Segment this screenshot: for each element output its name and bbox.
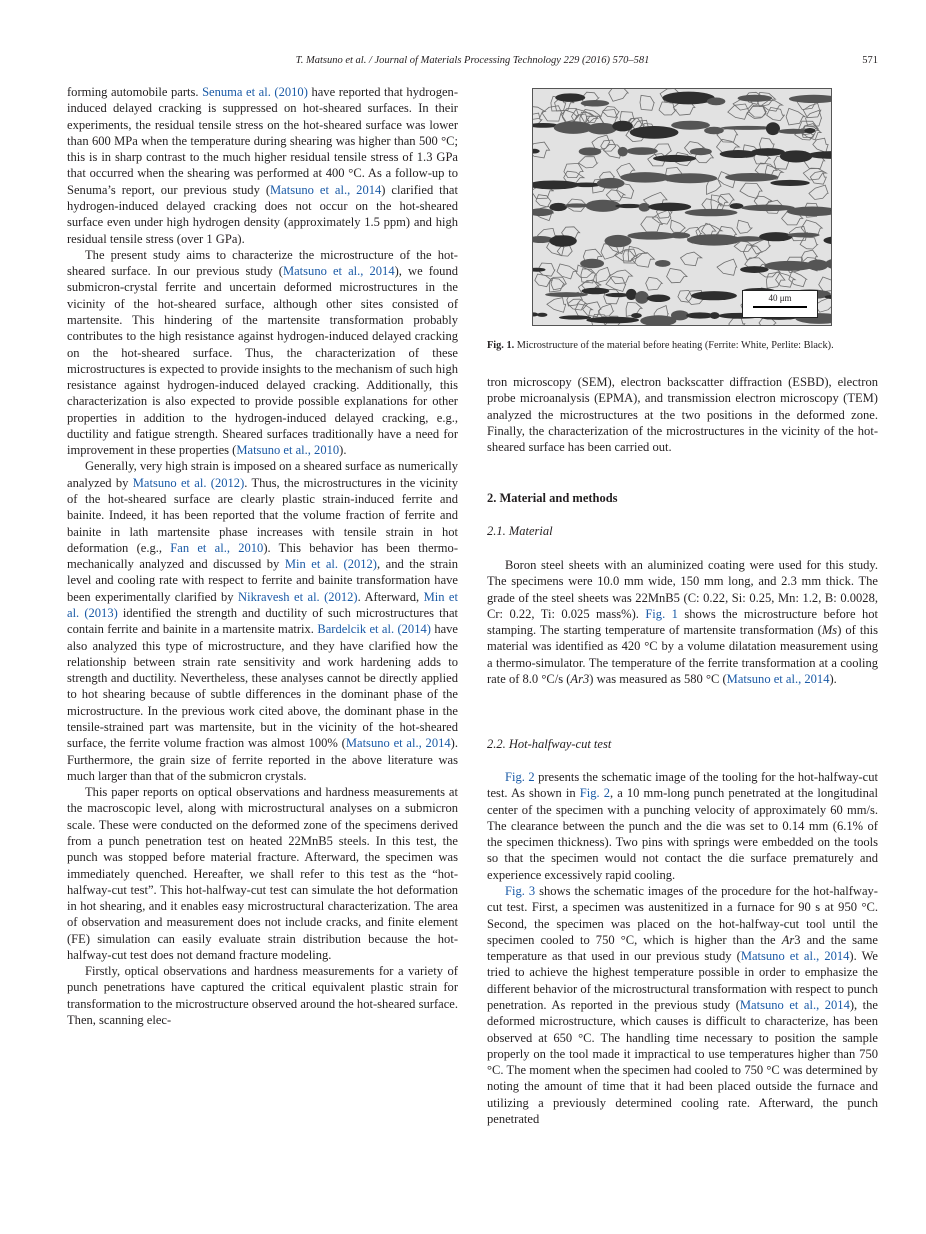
scale-bar bbox=[742, 290, 818, 318]
figure-caption-text: Microstructure of the material before heating (Ferrite: White, Perlite: Black). bbox=[514, 340, 834, 351]
paragraph: Generally, very high strain is imposed on a sheared surface as numerically analyzed by Matsuno et al. (2012). Thus, the microstructures in the vicinity of the hot-sheared surface are clearly plastic strain-induced ferrite and bainite. Indeed, it has been reported that the volume fraction of ferrite and bainite in lath martensite phase increases with tensile strain in hot deformation (e.g., Fan et al., 2010). This behavior has been thermo-mechanically analyzed and discussed by Min et al. (2012), and the strain level and cooling rate with respect to ferrite and bainite transformation have been experimentally clarified by Nikravesh et al. (2012). Afterward, Min et al. (2013) identified the strength and ductility of such microstructures that contain ferrite and bainite in a martensite matrix. Bardelcik et al. (2014) have also analyzed this type of microstructure, and they have clarified how the relationship between strain rate sensitivity and work hardening adds to strength and ductility. Nevertheless, these analyses cannot be directly applied to hot shearing because of subtle differences in the dominant phase of the microstructure. In the previous work cited above, the dominant phase in the tensile-strained part was martensite, but in the vicinity of the hot-sheared surface, the ferrite volume fraction was almost 100% (Matsuno et al., 2014). Furthermore, the grain size of ferrite reported in the above literature was much larger than that of the submicron crystals. bbox=[67, 459, 459, 783]
section-heading: 2. Material and methods bbox=[487, 491, 618, 505]
scale-bar-label: 40 μm bbox=[768, 293, 792, 303]
citation-link[interactable]: Matsuno et al., 2014 bbox=[282, 264, 395, 279]
citation-link[interactable]: Min et al. (2013) bbox=[67, 589, 458, 620]
paragraph: tron microscopy (SEM), electron backscatter diffraction (ESBD), electron probe microanalysis (EPMA), and transmission electron microscopy (TEM) analyzed the microstructures at the two positions in the deformed zone. Finally, the characterization of the microstructures in the vicinity of the hot-sheared surface has been carried out. bbox=[487, 375, 878, 455]
italic-symbol: Ar3 bbox=[570, 671, 590, 686]
journal-citation: T. Matsuno et al. / Journal of Materials Processing Technology 229 (2016) 570–581 bbox=[295, 55, 650, 66]
citation-link[interactable]: Matsuno et al. (2012) bbox=[132, 475, 245, 490]
citation-link[interactable]: Min et al. (2012) bbox=[284, 557, 377, 572]
paragraph: The present study aims to characterize the microstructure of the hot-sheared surface. In our previous study (Matsuno et al., 2014), we found submicron-crystal ferrite and uncertain deformed microstructures in the vicinity of the hot-sheared surface, although other sites consisted of martensite. This hindering of the martensite transformation probably contributes to the high resistance against hydrogen-induced delayed cracking on the hot-sheared surface. Thus, the characterization of these microstructures is expected to provide insights to the mechanism of such high resistance against hydrogen-induced delayed cracking. Additionally, this characterization is also expected to provide possible explanations for other properties in addition to the hydrogen-induced delayed cracking, e.g., ductility and fatigue strength. Sheared surfaces traditionally have a need for improvement in these properties (Matsuno et al., 2010). bbox=[67, 247, 458, 458]
running-header bbox=[67, 55, 878, 71]
figure-label: Fig. 1. bbox=[487, 340, 515, 351]
hot-halfway-cut-section bbox=[487, 769, 878, 1127]
subsection-heading: 2.2. Hot-halfway-cut test bbox=[487, 737, 612, 751]
citation-link[interactable]: Bardelcik et al. (2014) bbox=[317, 622, 431, 637]
paragraph: Fig. 3 shows the schematic images of the procedure for the hot-halfway-cut test. First, a specimen was austenitized in a furnace for 90 s at 950 °C. Second, the specimen was placed on the hot-halfway-cut tool until the specimen cooled to 750 °C, which is higher than the Ar3 and the same temperature as that used in our previous study (Matsuno et al., 2014). We tried to achieve the highest temperature possible in order to emphasize the different behavior of the microstructural transformation with respect to punch penetration. As reported in the previous study (Matsuno et al., 2014), the deformed microstructure, which causes is difficult to characterize, has been observed at 650 °C. The handling time necessary to position the sample properly on the tool made it impractical to use temperatures higher than 750 °C. The moment when the specimen had cooled to 750 °C was determined by noting the amount of time that it had been placed outside the furnace and utilizing a previously determined cooling rate. Afterward, the punch penetrated bbox=[487, 883, 879, 1126]
paragraph: This paper reports on optical observations and hardness measurements at the macroscopic level, along with microstructural analyses on a submicron scale. These were conducted on the deformed zone of the specimens derived from a punch penetration test on heated 22MnB5 steels. In this test, the punch was stopped before material fracture. Afterward, the specimen was immediately quenched. Hereafter, we shall refer to this test as the “hot-halfway-cut test”. This hot-halfway-cut test can simulate the hot deformation in hot shearing, and it enables easy microstructural characterization. The area of observation and measurement does not include cracks, and finite element (FE) simulation can easily evaluate strain distribution because the hot-halfway-cut test does not demand fracture modeling. bbox=[67, 785, 458, 962]
citation-link[interactable]: Matsuno et al., 2014 bbox=[345, 736, 451, 751]
paragraph: Firstly, optical observations and hardness measurements for a variety of punch penetrations have captured the critical equivalent plastic strain for transformation to the microstructure observed around the hot-sheared surface. Then, scanning elec- bbox=[67, 964, 458, 1028]
citation-link[interactable]: Fan et al., 2010 bbox=[170, 540, 264, 555]
citation-link[interactable]: Fig. 2 bbox=[579, 786, 610, 801]
material-section bbox=[487, 557, 878, 687]
citation-link[interactable]: Fig. 1 bbox=[645, 606, 678, 621]
paragraph: Boron steel sheets with an aluminized coating were used for this study. The specimens were 10.0 mm wide, 150 mm long, and 2.3 mm thick. The grade of the steel sheets was 22MnB5 (C: 0.22, Si: 0.25, Mn: 1.2, B: 0.0028, Cr: 0.22, Ti: 0.025 mass%). Fig. 1 shows the microstructure before hot stamping. The starting temperature of martensite transformation (Ms) of this material was identified as 420 °C by a volume dilatation measurement using a thermo-simulator. The temperature of the ferrite transformation at a cooling rate of 8.0 °C/s (Ar3) was measured as 580 °C (Matsuno et al., 2014). bbox=[487, 558, 878, 686]
figure-caption bbox=[487, 340, 878, 351]
italic-symbol: Ar bbox=[781, 932, 795, 947]
citation-link[interactable]: Matsuno et al., 2014 bbox=[740, 949, 850, 964]
citation-link[interactable]: Fig. 3 bbox=[505, 883, 536, 898]
citation-link[interactable]: Senuma et al. (2010) bbox=[202, 85, 308, 99]
paragraph: forming automobile parts. Senuma et al. (2010) have reported that hydrogen-induced delayed cracking is suppressed on hot-sheared surfaces. In their experiments, the residual tensile stress on the hot-sheared surface was lower than 600 MPa when the temperature during shearing was higher than 500 °C; this is in sharp contrast to the much higher residual tensile stress of 1.3 GPa that occurred when the shearing was performed at 400 °C. As a follow-up to Senuma’s report, our previous study (Matsuno et al., 2014) clarified that hydrogen-induced delayed cracking does not occur on the hot-sheared surface even under high hydrogen density (approximately 1.5 ppm) and high residual tensile stress (over 1 GPa). bbox=[67, 85, 458, 246]
paragraph: Fig. 2 presents the schematic image of the tooling for the hot-halfway-cut test. As shown in Fig. 2, a 10 mm-long punch penetrated at the longitudinal center of the specimen with a punching velocity of approximately 60 mm/s. The clearance between the punch and the die was set to 0.14 mm (6.1% of the specimen thickness). Two pins with springs were embedded on the tools so that the specimen would not contact the die surface prematurely and experience excessively rapid cooling. bbox=[487, 770, 878, 882]
right-column-top bbox=[487, 374, 878, 455]
figure-1-micrograph bbox=[532, 88, 832, 326]
subsection-heading: 2.1. Material bbox=[487, 524, 553, 538]
citation-link[interactable]: Matsuno et al., 2010 bbox=[236, 443, 340, 458]
citation-link[interactable]: Matsuno et al., 2014 bbox=[270, 182, 382, 197]
italic-symbol: Ms bbox=[821, 623, 838, 638]
left-column bbox=[67, 84, 458, 1028]
page-number: 571 bbox=[862, 55, 878, 66]
citation-link[interactable]: Matsuno et al., 2014 bbox=[726, 671, 830, 686]
citation-link[interactable]: Nikravesh et al. (2012) bbox=[238, 589, 358, 604]
citation-link[interactable]: Matsuno et al., 2014 bbox=[739, 997, 850, 1012]
citation-link[interactable]: Fig. 2 bbox=[505, 770, 535, 784]
